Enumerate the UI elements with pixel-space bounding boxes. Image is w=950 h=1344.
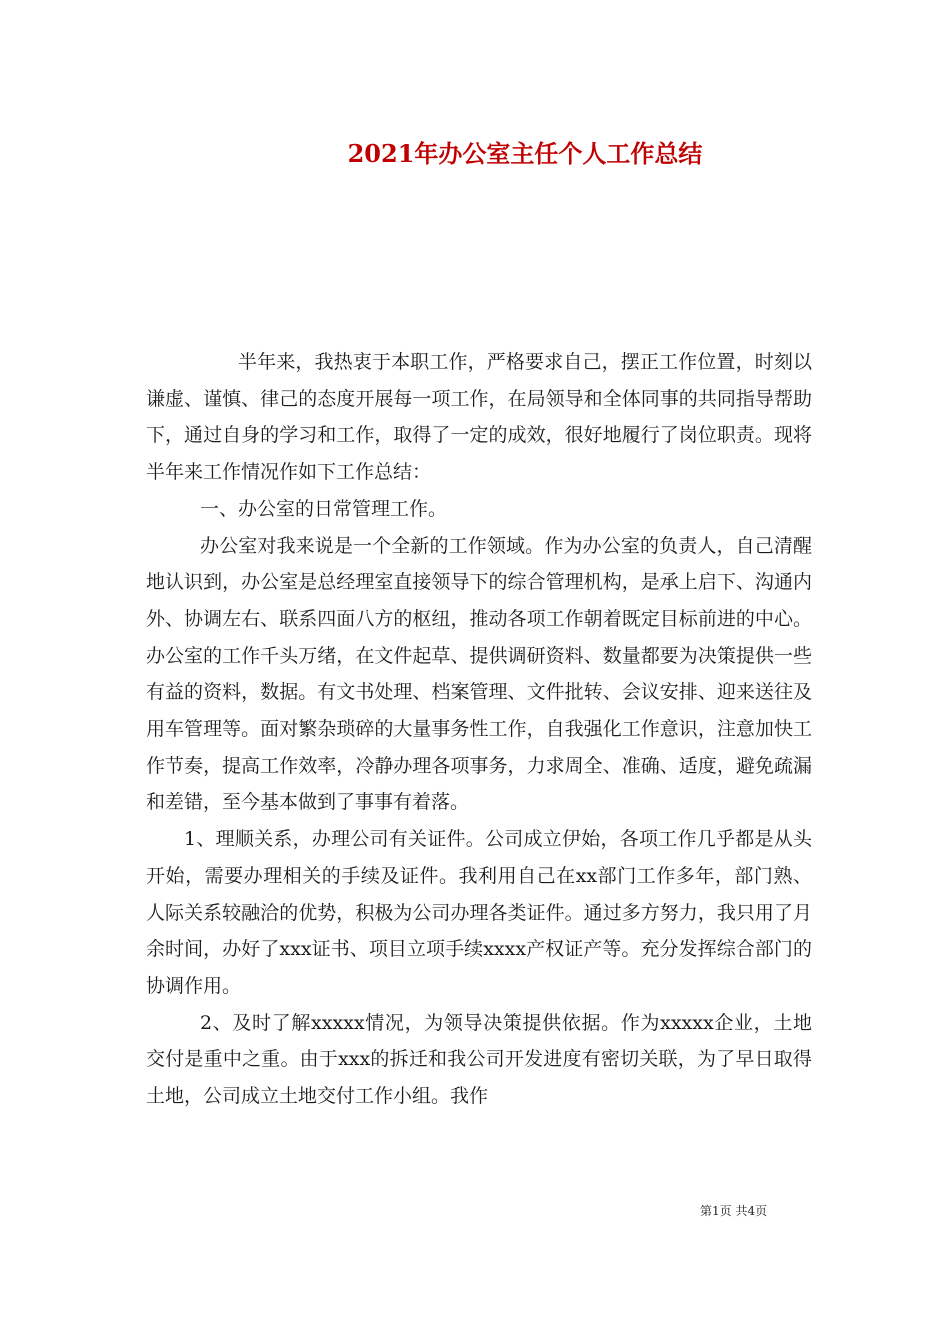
page-number-footer: 第1页 共4页 (700, 1204, 768, 1218)
paragraph-intro: 半年来，我热衷于本职工作，严格要求自己，摆正工作位置，时刻以谦虚、谨慎、律己的态度开展每一项工作，在局领导和全体同事的共同指导帮助下，通过自身的学习和工作，取得了一定的成效，很好地履行了岗位职责。现将半年来工作情况作如下工作总结： (146, 351, 812, 484)
paragraph-item-2: 2、及时了解xxxxx情况，为领导决策提供依据。作为xxxxx企业，土地交付是重中之重。由于xxx的拆迁和我公司开发进度有密切关联，为了早日取得土地，公司成立土地交付工作小组。我作 (146, 1011, 812, 1108)
section-heading-1: 一、办公室的日常管理工作。 (200, 497, 448, 520)
document-title (0, 134, 950, 169)
document-body (146, 344, 812, 1115)
paragraph-item-1: 1、理顺关系，办理公司有关证件。公司成立伊始，各项工作几乎都是从头开始，需要办理相关的手续及证件。我利用自己在xx部门工作多年，部门熟、人际关系较融洽的优势，积极为公司办理各类证件。通过多方努力，我只用了月余时间，办好了xxx证书、项目立项手续xxxx产权证产等。充分发挥综合部门的协调作用。 (146, 828, 812, 997)
document-title-text: 2021年办公室主任个人工作总结 (347, 139, 703, 168)
paragraph-office-management: 办公室对我来说是一个全新的工作领域。作为办公室的负责人，自己清醒地认识到，办公室是总经理室直接领导下的综合管理机构，是承上启下、沟通内外、协调左右、联系四面八方的枢纽，推动各项工作朝着既定目标前进的中心。办公室的工作千头万绪，在文件起草、提供调研资料、数量都要为决策提供一些有益的资料，数据。有文书处理、档案管理、文件批转、会议安排、迎来送往及用车管理等。面对繁杂琐碎的大量事务性工作，自我强化工作意识，注意加快工作节奏，提高工作效率，冷静办理各项事务，力求周全、准确、适度，避免疏漏和差错，至今基本做到了事事有着落。 (146, 534, 812, 814)
